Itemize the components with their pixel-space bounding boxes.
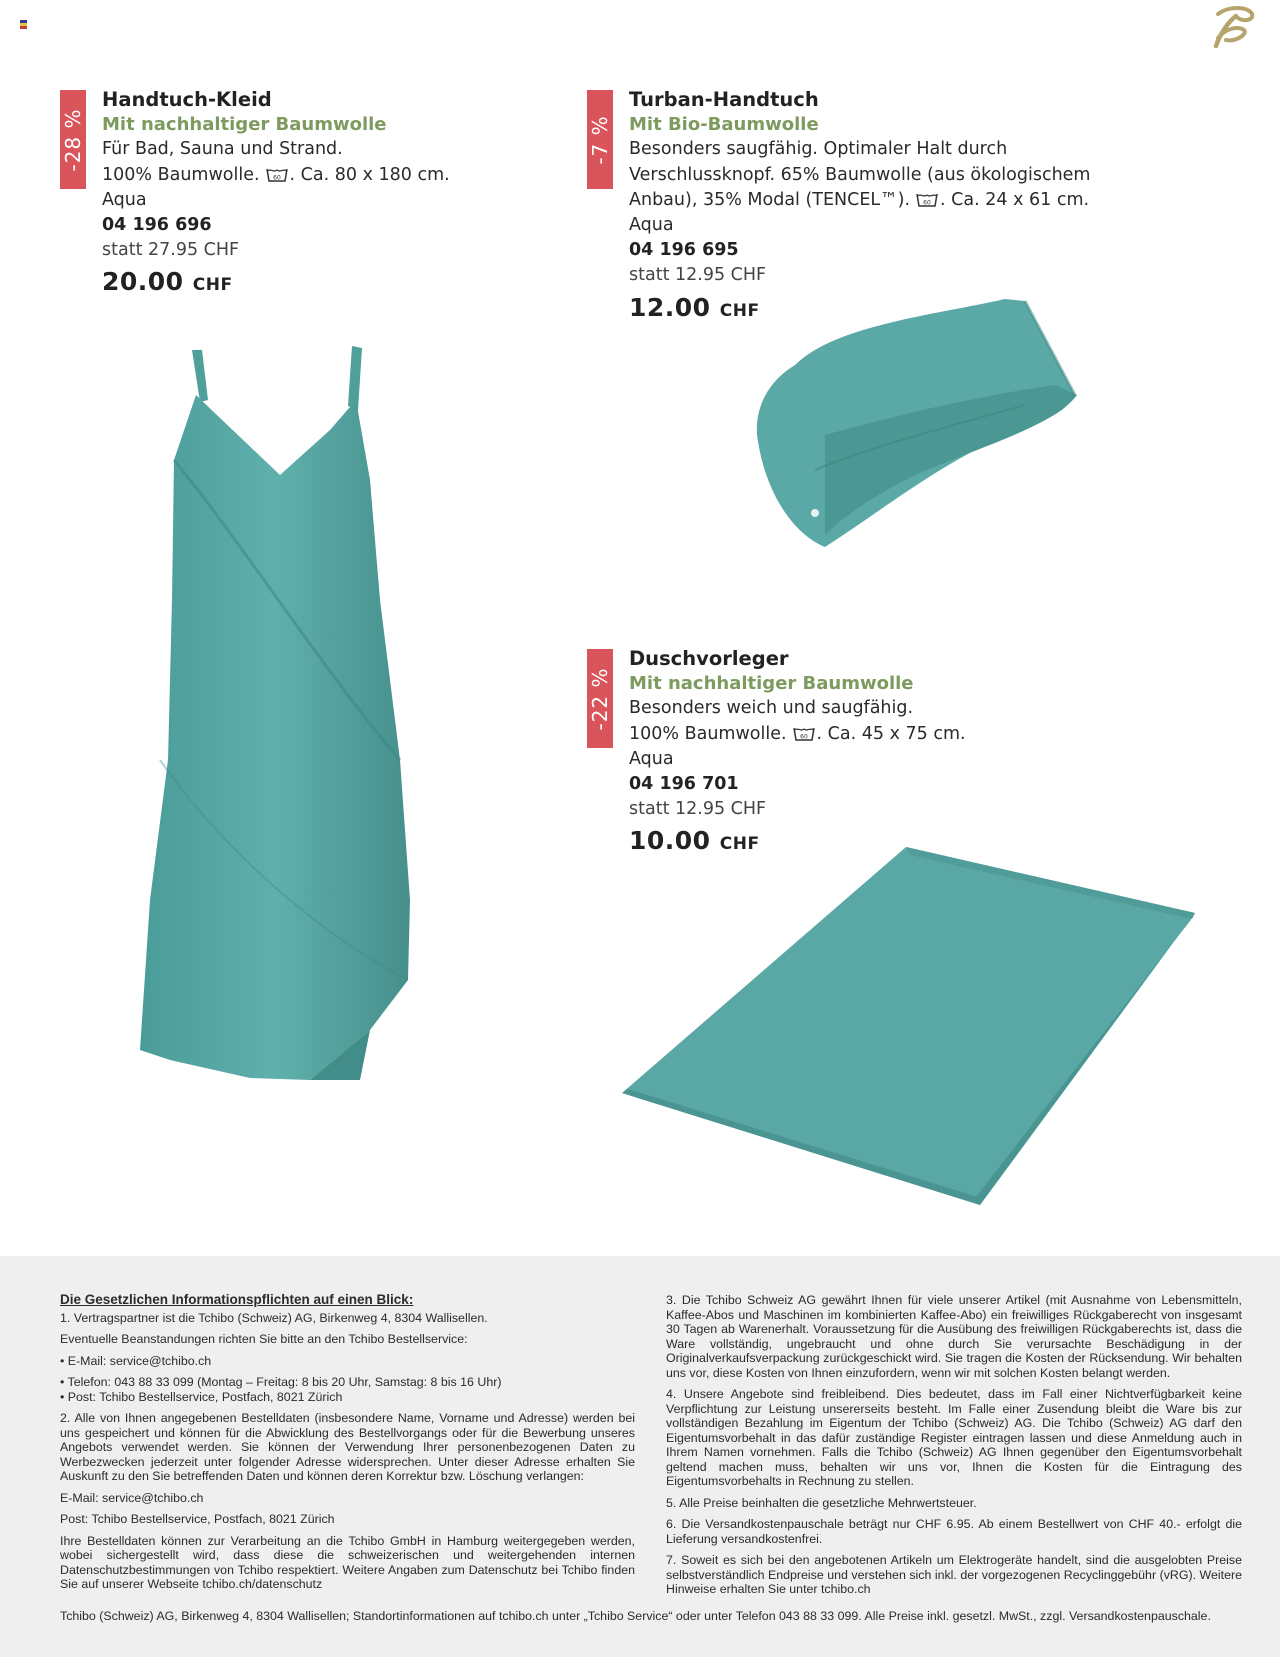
product-number: 04 196 695 xyxy=(629,240,739,261)
product-number: 04 196 696 xyxy=(102,215,212,236)
product-color: Aqua xyxy=(629,748,674,769)
legal-paragraph: • Post: Tchibo Bestellservice, Postfach, 8021 Zürich xyxy=(60,1389,343,1404)
product-title: Handtuch-Kleid xyxy=(102,88,272,111)
legal-paragraph: 7. Soweit es sich bei den angebotenen Artikeln um Elektrogeräte handelt, sind die ausgelobten Preise selbstverständlich Endpreise und verstehen sich inkl. der vorgezogenen Recyclinggebühr (vRG). Weitere Hinweise erhalten Sie unter tchibo.ch xyxy=(666,1553,1242,1596)
legal-paragraph: • Telefon: 043 88 33 099 (Montag – Freitag: 8 bis 20 Uhr, Samstag: 8 bis 16 Uhr) xyxy=(60,1375,502,1389)
product-description: Für Bad, Sauna und Strand. xyxy=(102,139,343,160)
legal-paragraph: Post: Tchibo Bestellservice, Postfach, 8021 Zürich xyxy=(60,1512,335,1526)
product-color: Aqua xyxy=(102,189,147,210)
old-price: statt 12.95 CHF xyxy=(629,799,767,820)
product-image-mat[interactable] xyxy=(620,845,1200,1210)
wash-60-icon xyxy=(266,167,288,182)
legal-paragraph: 6. Die Versandkostenpauschale beträgt nur CHF 6.95. Ab einem Bestellwert von CHF 40.- erfolgt die Lieferung versandkostenfrei. xyxy=(666,1517,1242,1546)
price: 10.00 CHF xyxy=(629,826,760,856)
product-material-line: Anbau), 35% Modal (TENCEL™). 60 . Ca. 24 x 61 cm. xyxy=(629,189,1090,210)
legal-paragraph: Ihre Bestelldaten können zur Verarbeitung an die Tchibo GmbH in Hamburg weitergegeben werden, wobei sichergestellt wird, dass diese die schweizerischen und weitergehenden internen Datenschutzbestimmungen von Tchibo respektiert. Weitere Angaben zum Datenschutz bei Tchibo finden Sie auf unserer Webseite tchibo.ch/datenschutz xyxy=(60,1533,635,1591)
product-subtitle: Mit Bio-Baumwolle xyxy=(629,114,819,136)
product-title: Duschvorleger xyxy=(629,647,789,670)
product-number: 04 196 701 xyxy=(629,774,739,795)
product-title: Turban-Handtuch xyxy=(629,88,819,111)
legal-left-column xyxy=(60,1293,635,1599)
product-info xyxy=(629,87,1090,324)
product-subtitle: Mit nachhaltiger Baumwolle xyxy=(102,114,387,136)
svg-text:60: 60 xyxy=(799,733,808,741)
product-description: Verschlussknopf. 65% Baumwolle (aus ökologischem xyxy=(629,164,1091,185)
legal-heading: Die Gesetzlichen Informationspflichten auf einen Blick: xyxy=(60,1292,414,1307)
legal-paragraph: 2. Alle von Ihnen angegebenen Bestelldaten (insbesondere Name, Vorname und Adresse) werden bei uns gespeichert und können für die Abwicklung des Bestellvorgangs oder für die Bewerbung unseres Angebots verwendet werden. Sie können der Verwendung Ihrer personenbezogenen Daten zu Werbezwecken jederzeit unter folgender Adresse widersprechen. Unter dieser Adresse erhalten Sie Auskunft zu den Sie betreffenden Daten und können deren Korrektur bzw. Löschung verlangen: xyxy=(60,1411,635,1483)
wash-60-icon xyxy=(916,192,938,207)
product-subtitle: Mit nachhaltiger Baumwolle xyxy=(629,673,914,695)
product-image-dress[interactable] xyxy=(130,340,420,1085)
old-price: statt 12.95 CHF xyxy=(629,265,767,286)
legal-paragraph: 1. Vertragspartner ist die Tchibo (Schweiz) AG, Birkenweg 4, 8304 Wallisellen. xyxy=(60,1310,488,1325)
legal-paragraph: 3. Die Tchibo Schweiz AG gewährt Ihnen für viele unserer Artikel (mit Ausnahme von Lebensmitteln, Kaffee-Abos und Maschinen im kombinierten Kaffee-Abo) ein freiwilliges Rückgaberecht von insgesamt 30 Tagen ab Warenerhalt. Voraussetzung für die Ausübung des freiwilligen Rückgaberechts ist, dass die Ware vollständig, ungebraucht und ohne durch Sie verursachte Beschädigung in der Originalverkaufsverpackung zurückgeschickt wird. Sie tragen die Kosten der Rücksendung. Wir behalten uns vor, diese Kosten von Ihnen einzufordern, wenn wir mit solchen Kosten belangt werden. xyxy=(666,1293,1242,1380)
legal-right-column xyxy=(666,1293,1242,1604)
flag-icon xyxy=(20,20,27,29)
legal-paragraph: E-Mail: service@tchibo.ch xyxy=(60,1490,204,1505)
discount-badge: -28 % xyxy=(60,90,86,189)
svg-text:60: 60 xyxy=(272,174,281,182)
legal-paragraph: 5. Alle Preise beinhalten die gesetzliche Mehrwertsteuer. xyxy=(666,1495,977,1510)
product-description: Besonders saugfähig. Optimaler Halt durch xyxy=(629,139,1008,160)
product-info xyxy=(102,87,450,299)
old-price: statt 27.95 CHF xyxy=(102,240,240,261)
product-material-line: 100% Baumwolle. 60 . Ca. 80 x 180 cm. xyxy=(102,164,450,185)
product-description: Besonders weich und saugfähig. xyxy=(629,698,914,719)
legal-paragraph: 4. Unsere Angebote sind freibleibend. Dies bedeutet, dass im Fall einer Nichtverfügbarkeit keine Verpflichtung zur Leistung unsererseits besteht. Im Falle einer Zusendung bleibt die Ware bis zur vollständigen Bezahlung im Eigentum der Tchibo (Schweiz) AG. Die Tchibo (Schweiz) AG darf den Eigentumsvorbehalt in das dafür zuständige Register eintragen lassen und diese Anmeldung auch in Ihrem Namen vornehmen. Falls die Tchibo (Schweiz) AG Ihnen gegenüber den Eigentumsvorbehalt geltend machen muss, behalten wir uns vor, Ihnen die Kosten für die Eintragung des Eigentumsvorbehalts in Rechnung zu stellen. xyxy=(666,1387,1242,1488)
legal-paragraph: Eventuelle Beanstandungen richten Sie bitte an den Tchibo Bestellservice: xyxy=(60,1332,468,1346)
tchibo-logo-icon xyxy=(1208,4,1258,50)
discount-badge: -7 % xyxy=(587,90,613,189)
discount-badge: -22 % xyxy=(587,649,613,748)
product-material-line: 100% Baumwolle. 60 . Ca. 45 x 75 cm. xyxy=(629,723,966,744)
wash-60-icon xyxy=(793,726,815,741)
svg-text:60: 60 xyxy=(923,199,931,207)
product-info xyxy=(629,646,966,858)
price: 20.00 CHF xyxy=(102,267,233,297)
legal-bottom-line: Tchibo (Schweiz) AG, Birkenweg 4, 8304 Wallisellen; Standortinformationen auf tchibo.ch unter „Tchibo Service“ oder unter Telefon 043 88 33 099. Alle Preise inkl. gesetzl. MwSt., zzgl. Versandkostenpauschale. xyxy=(60,1609,1211,1623)
product-color: Aqua xyxy=(629,215,674,236)
legal-paragraph: • E-Mail: service@tchibo.ch xyxy=(60,1353,212,1368)
product-image-turban[interactable] xyxy=(755,295,1105,555)
price: 12.00 CHF xyxy=(629,292,760,322)
